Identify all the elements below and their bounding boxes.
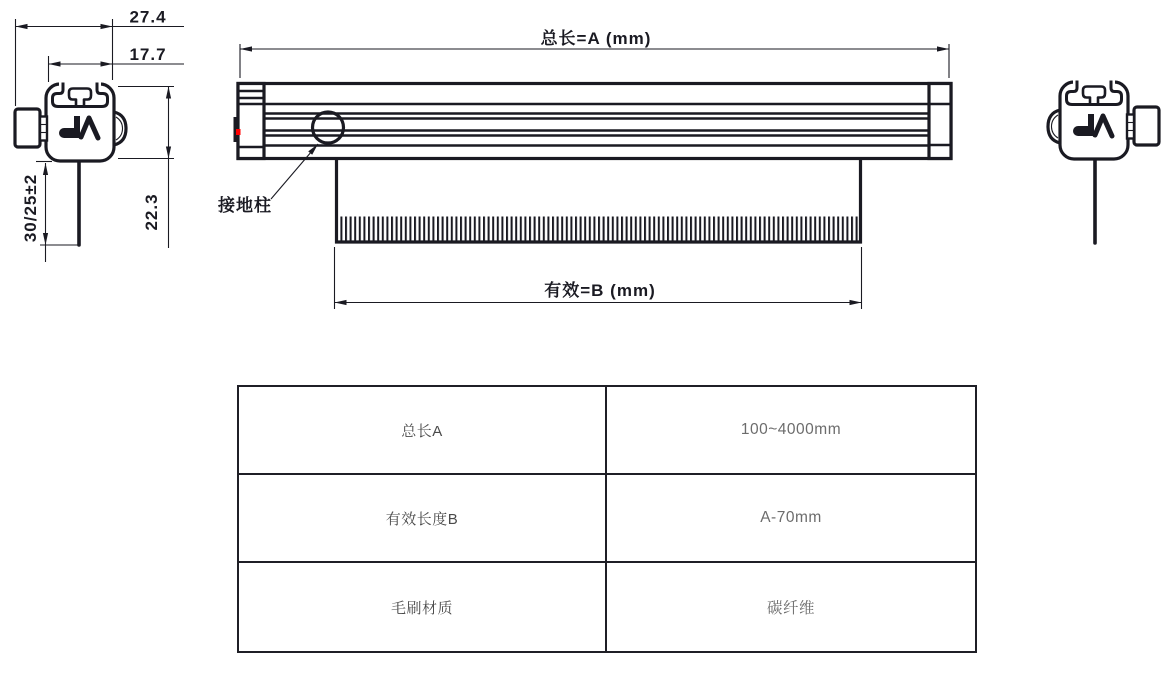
bar-body	[234, 84, 952, 159]
spec-row-label: 毛刷材质	[239, 563, 607, 651]
spec-table	[237, 385, 977, 653]
knob-stem	[1127, 115, 1134, 139]
right-profile-view	[1048, 78, 1159, 243]
dim-text-total-length: 总长=A (mm)	[540, 29, 652, 48]
dim-slot-width	[49, 45, 185, 82]
dim-total-length	[240, 28, 949, 78]
dim-body-height	[118, 87, 174, 249]
side-knob	[1134, 107, 1159, 145]
side-knob	[15, 109, 40, 147]
dim-effective-length	[335, 247, 862, 309]
bar-outline	[238, 84, 951, 159]
spec-row-label: 有效长度B	[239, 475, 607, 563]
red-marker	[236, 129, 241, 135]
left-end-cap	[234, 84, 265, 159]
dim-text-body-height: 22.3	[142, 193, 161, 231]
ground-post-label: 接地柱	[218, 196, 272, 215]
spec-row-value: A-70mm	[607, 475, 975, 563]
dim-text-bristle-length: 30/25±2	[21, 173, 40, 243]
front-view	[217, 28, 951, 309]
left-profile-view	[15, 8, 184, 263]
bristle-hatch	[339, 217, 858, 242]
dim-text-overall-width: 27.4	[129, 7, 167, 27]
dim-text-slot-width: 17.7	[129, 45, 167, 64]
brush-section	[335, 160, 862, 244]
spec-row-label: 总长A	[239, 387, 607, 475]
right-end-cap	[929, 84, 951, 159]
side-bump	[1048, 110, 1060, 143]
spec-row-value: 100~4000mm	[607, 387, 975, 475]
dim-text-effective-length: 有效=B (mm)	[544, 281, 656, 300]
side-bump	[114, 112, 126, 145]
knob-stem	[40, 117, 47, 141]
dim-bristle-length	[21, 162, 78, 263]
spec-row-value: 碳纤维	[766, 600, 815, 617]
